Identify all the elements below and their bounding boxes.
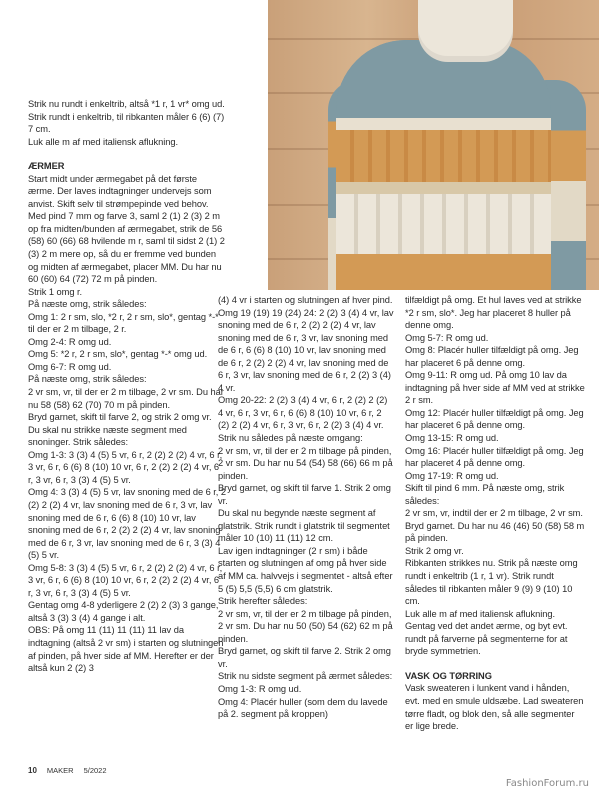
paragraph: Omg 1: 2 r sm, slo, *2 r, 2 r sm, slo*, gentag *-* til der er 2 m tilbage, 2 r. <box>28 311 219 335</box>
section-heading: ÆRMER <box>28 161 65 172</box>
paragraph: Bryd garnet, og skift til farve 2. Strik 2 omg vr. <box>218 646 391 669</box>
paragraph: Omg 1-3: R omg ud. <box>218 683 302 694</box>
paragraph-gap <box>28 148 226 160</box>
paragraph: Bryd garnet, og skift til farve 1. Strik 2 omg vr. <box>218 483 391 506</box>
paragraph: Strik nu rundt i enkeltrib, altså *1 r, 1 vr* omg ud. Strik rundt i enkeltrib, til ribkanten måler 6 (6) (7) 7 cm. <box>28 99 225 135</box>
paragraph: Lav igen indtagninger (2 r sm) i både starten og slutningen af omg på hver side af MM ca. halvvejs i segmentet - altså efter 5 (5) 5,5 (5,5) 6 cm glatstrik. <box>218 545 393 594</box>
text-column-3 <box>405 294 585 733</box>
paragraph: OBS: På omg 11 (11) 11 (11) 11 lav da indtagning (altså 2 vr sm) i starten og slutningen af pinden, på hver side af MM. Herefter er der altså kun 2 (2) 3 <box>28 625 224 674</box>
paragraph: På næste omg, strik således: <box>28 374 147 385</box>
paragraph-gap <box>405 658 585 670</box>
paragraph: Bryd garnet, skift til farve 2, og strik 2 omg vr. <box>28 412 212 423</box>
paragraph: Strik herefter således: <box>218 596 308 607</box>
turtleneck-collar <box>418 0 513 62</box>
paragraph: 2 vr sm, vr, indtil der er 2 m tilbage, 2 vr sm. Bryd garnet. Du har nu 46 (46) 50 (58) 58 m på pinden. <box>405 508 585 544</box>
paragraph: Omg 13-15: R omg ud. <box>405 433 499 444</box>
paragraph: Luk alle m af med italiensk aflukning. <box>28 136 179 147</box>
paragraph: Luk alle m af med italiensk aflukning. <box>405 608 556 619</box>
paragraph: Omg 5: *2 r, 2 r sm, slo*, gentag *-* omg ud. <box>28 349 208 360</box>
paragraph: Omg 19 (19) 19 (24) 24: 2 (2) 3 (4) 4 vr, lav snoning med de 6 r, 2 (2) 2 (2) 4 vr, lav snoning med de 6 r, 3 vr, lav snoning med de 6 r, 6 (6) 8 (10) 10 vr, lav snoning med de 6 r, 2 (2) 2 (2) 4 vr, lav snoning med de 6 r, 3 vr, lav snoning med de 6 r, 2 (2) 3 (4) 4 vr. <box>218 307 394 393</box>
paragraph: Vask sweateren i lunkent vand i hånden, evt. med en smule uldsæbe. Lad sweateren tørre fladt, og blok den, så alle segmenter er lige brede. <box>405 683 584 732</box>
paragraph: Omg 2-4: R omg ud. <box>28 336 112 347</box>
paragraph: Omg 20-22: 2 (2) 3 (4) 4 vr, 6 r, 2 (2) 2 (2) 4 vr, 6 r, 3 vr, 6 r, 6 (6) 8 (10) 10 vr, 6 r, 2 (2) 2 (2) 4 vr, 6 r, 3 vr, 6 r, 2 (2) 3 (4) 4 vr. <box>218 395 388 431</box>
magazine-name: MAKER <box>46 766 74 775</box>
paragraph: Gentag omg 4-8 yderligere 2 (2) 2 (3) 3 gange, altså 3 (3) 3 (4) 4 gange i alt. <box>28 600 219 623</box>
paragraph: (4) 4 vr i starten og slutningen af hver pind. <box>218 295 393 305</box>
paragraph: Med pind 7 mm og farve 3, saml 2 (1) 2 (3) 2 m op fra midten/bunden af ærmegabet, strik de 56 (58) 60 (66) 68 hvilende m r, saml til sidst 2 (1) 2 (3) 2 m mere op, så du er fremme ved bunden og midten af ærmegabet, placer MM. Du har nu 60 (60) 64 (72) 72 m på pinden. <box>28 211 225 285</box>
paragraph: Du skal nu begynde næste segment af glatstrik. Strik rundt i glatstrik til segmentet måler 10 (10) 11 (11) 12 cm. <box>218 508 390 544</box>
paragraph: Omg 17-19: R omg ud. <box>405 470 499 481</box>
issue-number: 5/2022 <box>83 766 107 775</box>
paragraph: Omg 8: Placér huller tilfældigt på omg. Jeg har placeret 6 på denne omg. <box>405 345 579 368</box>
paragraph: Omg 5-8: 3 (3) 4 (5) 5 vr, 6 r, 2 (2) 2 (2) 4 vr, 6 r, 3 vr, 6 r, 6 (6) 8 (10) 10 vr, 6 r, 2 (2) 2 (2) 4 vr, 6 r, 3 vr, 6 r, 3 (3) 4 (5) 5 vr. <box>28 562 223 598</box>
paragraph: 2 vr sm, vr, til der er 2 m tilbage, 2 vr sm. Du har nu 58 (58) 62 (70) 70 m på pinden. <box>28 387 224 410</box>
paragraph: 2 vr sm, vr, til der er 2 m tilbage på pinden, 2 vr sm. Du har nu 54 (54) 58 (66) 66 m på pinden. <box>218 445 393 481</box>
paragraph: Du skal nu strikke næste segment med snoninger. Strik således: <box>28 424 187 448</box>
watermark: FashionForum.ru <box>505 778 589 789</box>
text-column-2 <box>218 294 394 721</box>
paragraph: Omg 9-11: R omg ud. På omg 10 lav da indtagning på hver side af MM ved at strikke 2 r sm. <box>405 370 585 406</box>
section-heading: VASK OG TØRRING <box>405 670 492 681</box>
paragraph: Start midt under ærmegabet på det første ærme. Der laves indtagninger undervejs som anvist. Skift selv til strømpepinde ved behov. <box>28 173 212 209</box>
paragraph: Omg 1-3: 3 (3) 4 (5) 5 vr, 6 r, 2 (2) 2 (2) 4 vr, 6 r, 3 vr, 6 r, 6 (6) 8 (10) 10 vr, 6 r, 2 (2) 2 (2) 4 vr, 6 r, 3 vr, 6 r, 3 (3) 4 (5) 5 vr. <box>28 449 223 485</box>
paragraph: Omg 12: Placér huller tilfældigt på omg. Jeg har placeret 6 på denne omg. <box>405 407 584 431</box>
paragraph: tilfældigt på omg. Et hul laves ved at strikke *2 r sm, slo*. Jeg har placeret 8 huller på denne omg. <box>405 295 582 331</box>
paragraph: Strik nu sidste segment på ærmet således: <box>218 671 393 682</box>
paragraph: Ribkanten strikkes nu. Strik på næste omg rundt i enkeltrib (1 r, 1 vr). Strik rundt således til ribkanten måler 9 (9) 9 (10) 10 cm. <box>405 558 578 607</box>
text-column-1 <box>28 98 226 675</box>
paragraph: 2 vr sm, vr, til der er 2 m tilbage på pinden, 2 vr sm. Du har nu 50 (50) 54 (62) 62 m på pinden. <box>218 608 393 644</box>
page-number: 10 <box>28 766 37 775</box>
paragraph: Skift til pind 6 mm. På næste omg, strik således: <box>405 483 565 506</box>
paragraph: Strik 2 omg vr. <box>405 545 464 556</box>
paragraph: Gentag ved det andet ærme, og byt evt. rundt på farverne på segmenterne for at bryde symmetrien. <box>405 621 568 657</box>
paragraph: På næste omg, strik således: <box>28 299 147 310</box>
sweater <box>336 40 551 290</box>
paragraph: Strik 1 omg r. <box>28 286 83 297</box>
paragraph: Omg 16: Placér huller tilfældigt på omg. Jeg har placeret 4 på denne omg. <box>405 445 584 469</box>
paragraph: Strik nu således på næste omgang: <box>218 433 363 444</box>
page-footer <box>28 766 107 775</box>
paragraph: Omg 5-7: R omg ud. <box>405 332 489 343</box>
paragraph: Omg 4: Placér huller (som dem du lavede på 2. segment på kroppen) <box>218 696 388 720</box>
paragraph: Omg 6-7: R omg ud. <box>28 361 112 372</box>
sweater-photo <box>268 0 599 290</box>
paragraph: Omg 4: 3 (3) 4 (5) 5 vr, lav snoning med de 6 r, 2 (2) 2 (2) 4 vr, lav snoning med de 6 r, 3 vr, lav snoning med de 6 r, 6 (6) 8 (10) 10 vr, lav snoning med de 6 r, 2 (2) 2 (2) 4 vr, lav snoning med de 6 r, 3 vr, lav snoning med de 6 r, 3 (3) 4 (5) 5 vr. <box>28 487 226 561</box>
